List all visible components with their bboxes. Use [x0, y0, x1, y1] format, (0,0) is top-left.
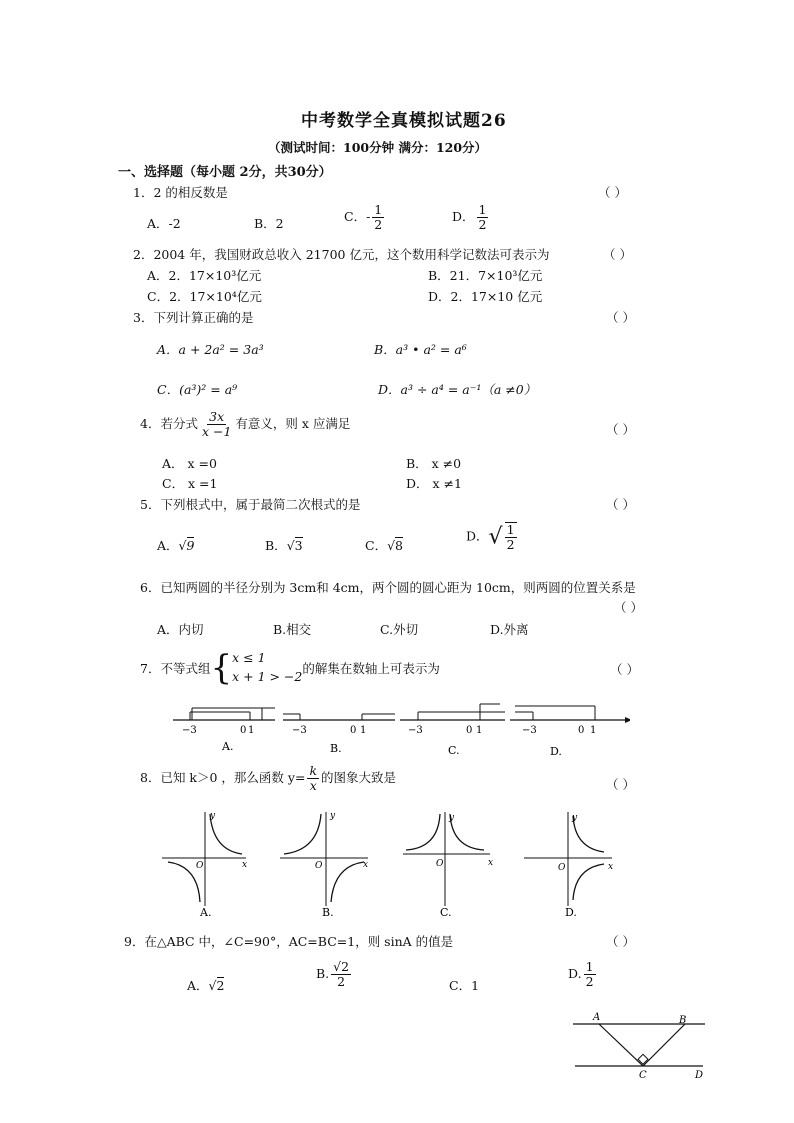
q8-label-b: B. [322, 906, 334, 919]
q8-graphs [158, 808, 503, 920]
q7-option-a-line [173, 708, 275, 753]
q9-option-b: B. $\frac{√2}{2}$ [316, 959, 350, 989]
svg-text:x: x [488, 858, 494, 868]
q1-stem: 1．2 的相反数是 [133, 185, 228, 200]
q9-option-c: C．1 [449, 978, 480, 993]
q9-stem: 9．在△ABC 中，∠C=90°，AC=BC=1，则 sinA 的值是 [124, 934, 454, 949]
section-heading: 一、选择题（每小题 2分，共30分） [118, 165, 332, 180]
svg-text:O: O [436, 859, 444, 869]
q7-label-c: C. [448, 744, 460, 757]
q9-answer-blank: （ ） [606, 934, 635, 949]
q9-option-a: A．√2 [187, 978, 225, 993]
q5-option-a: A．√9 [157, 538, 195, 553]
q5-option-b: B．√3 [265, 538, 303, 553]
q5-option-c: C．√8 [365, 538, 403, 553]
q5-stem: 5．下列根式中，属于最简二次根式的是 [140, 497, 361, 512]
q3-answer-blank: （ ） [606, 310, 635, 325]
q8-answer-blank: （ ） [606, 777, 635, 792]
q7-number-lines [170, 700, 630, 762]
q2-stem: 2．2004 年，我国财政总收入 21700 亿元，这个数用科学记数法可表示为 [133, 247, 550, 262]
q8-graph-a [162, 811, 247, 919]
q3-option-d: D．a³ ÷ a⁴ = a⁻¹（a ≠0） [378, 382, 537, 397]
q2-option-a: A．2．17×10³亿元 [147, 268, 262, 283]
svg-text:O: O [558, 863, 566, 873]
q8-stem: 8．已知 k＞0 ，那么函数 y= $\frac{k}{x}$ 的图象大致是 [140, 763, 397, 793]
q2-option-d: D．2．17×10 亿元 [428, 289, 543, 304]
q7-label-b: B. [330, 742, 342, 755]
q8-label-d: D. [565, 906, 577, 919]
q6-option-a: A．内切 [157, 622, 204, 637]
point-a-label: A [593, 1012, 601, 1023]
tick-label: 0 [466, 725, 473, 736]
svg-text:x: x [242, 860, 248, 870]
svg-text:y: y [210, 811, 216, 821]
q7-option-d-line [510, 706, 630, 758]
point-c-label: C [639, 1070, 647, 1081]
q8-label-c: C. [440, 906, 452, 919]
svg-text:y: y [572, 813, 578, 823]
q6-option-b: B.相交 [273, 622, 312, 637]
q4-answer-blank: （ ） [606, 422, 635, 437]
tick-label: 1 [476, 725, 483, 736]
q8-graph-d [520, 808, 620, 920]
q7-answer-blank: （ ） [610, 662, 639, 677]
point-b-label: B [679, 1015, 687, 1026]
tick-label: 1 [248, 725, 255, 736]
q4-option-b: B． x ≠0 [406, 456, 462, 471]
q4-option-d: D． x ≠1 [406, 476, 462, 491]
tick-label: 0 [240, 725, 247, 736]
q6-stem: 6．已知两圆的半径分别为 3cm和 4cm，两个圆的圆心距为 10cm，则两圆的位置关系是 [140, 580, 636, 595]
page-subtitle: （测试时间：100分钟 满分：120分） [268, 140, 488, 155]
q5-option-d: D．√ $\frac{1}{2}$ [466, 522, 515, 552]
tick-label: 1 [590, 725, 597, 736]
tick-label: −3 [292, 725, 307, 736]
q5-answer-blank: （ ） [606, 497, 635, 512]
tick-label: −3 [522, 725, 537, 736]
q1-option-a: A．-2 [147, 216, 181, 231]
svg-text:O: O [315, 861, 323, 871]
q1-option-c: C．- $\frac{1}{2}$ [344, 202, 383, 232]
tick-label: −3 [182, 725, 197, 736]
q6-option-c: C.外切 [380, 622, 419, 637]
q2-option-b: B．21．7×10³亿元 [428, 268, 543, 283]
q7-stem: 7．不等式组{ x ≤ 1 x + 1 > −2 的解集在数轴上可表示为 [140, 648, 440, 688]
q2-answer-blank: （ ） [603, 247, 632, 262]
q3-option-a: A．a + 2a² = 3a³ [157, 342, 264, 357]
q2-option-c: C．2．17×10⁴亿元 [147, 289, 262, 304]
q4-option-c: C． x =1 [162, 476, 218, 491]
page-title: 中考数学全真模拟试题26 [301, 111, 507, 131]
q3-option-c: C．(a³)² = a⁹ [157, 382, 238, 397]
q7-label-d: D. [550, 745, 562, 758]
svg-text:y: y [330, 811, 336, 821]
q4-option-a: A． x =0 [162, 456, 217, 471]
tick-label: 0 [350, 725, 357, 736]
q1-option-d: D． $\frac{1}{2}$ [452, 202, 487, 232]
q6-answer-blank: （ ） [614, 600, 643, 615]
svg-text:x: x [363, 860, 369, 870]
tick-label: −3 [408, 725, 423, 736]
q8-graph-b [280, 811, 368, 919]
sqrt-sign: √ [178, 538, 187, 553]
svg-text:x: x [608, 862, 614, 872]
q8-graph-c [403, 812, 493, 919]
svg-text:O: O [196, 861, 204, 871]
parallel-lines-figure [565, 1008, 715, 1083]
q7-option-b-line [283, 714, 395, 755]
q7-label-a: A. [222, 740, 234, 753]
q4-stem: 4．若分式 $\frac{3x}{x -1}$ 有意义，则 x 应满足 [140, 409, 351, 439]
q3-option-b: B．a³ • a² = a⁶ [374, 342, 467, 357]
q8-label-a: A. [200, 906, 212, 919]
q1-option-b: B．2 [254, 216, 284, 231]
q3-stem: 3．下列计算正确的是 [133, 310, 254, 325]
point-d-label: D [695, 1070, 704, 1081]
q9-option-d: D. $\frac{1}{2}$ [568, 959, 594, 989]
tick-label: 1 [360, 725, 367, 736]
q1-answer-blank: （ ） [598, 185, 627, 200]
q7-option-c-line [400, 704, 505, 757]
q6-option-d: D.外离 [490, 622, 529, 637]
tick-label: 0 [578, 725, 585, 736]
svg-text:y: y [449, 813, 455, 823]
